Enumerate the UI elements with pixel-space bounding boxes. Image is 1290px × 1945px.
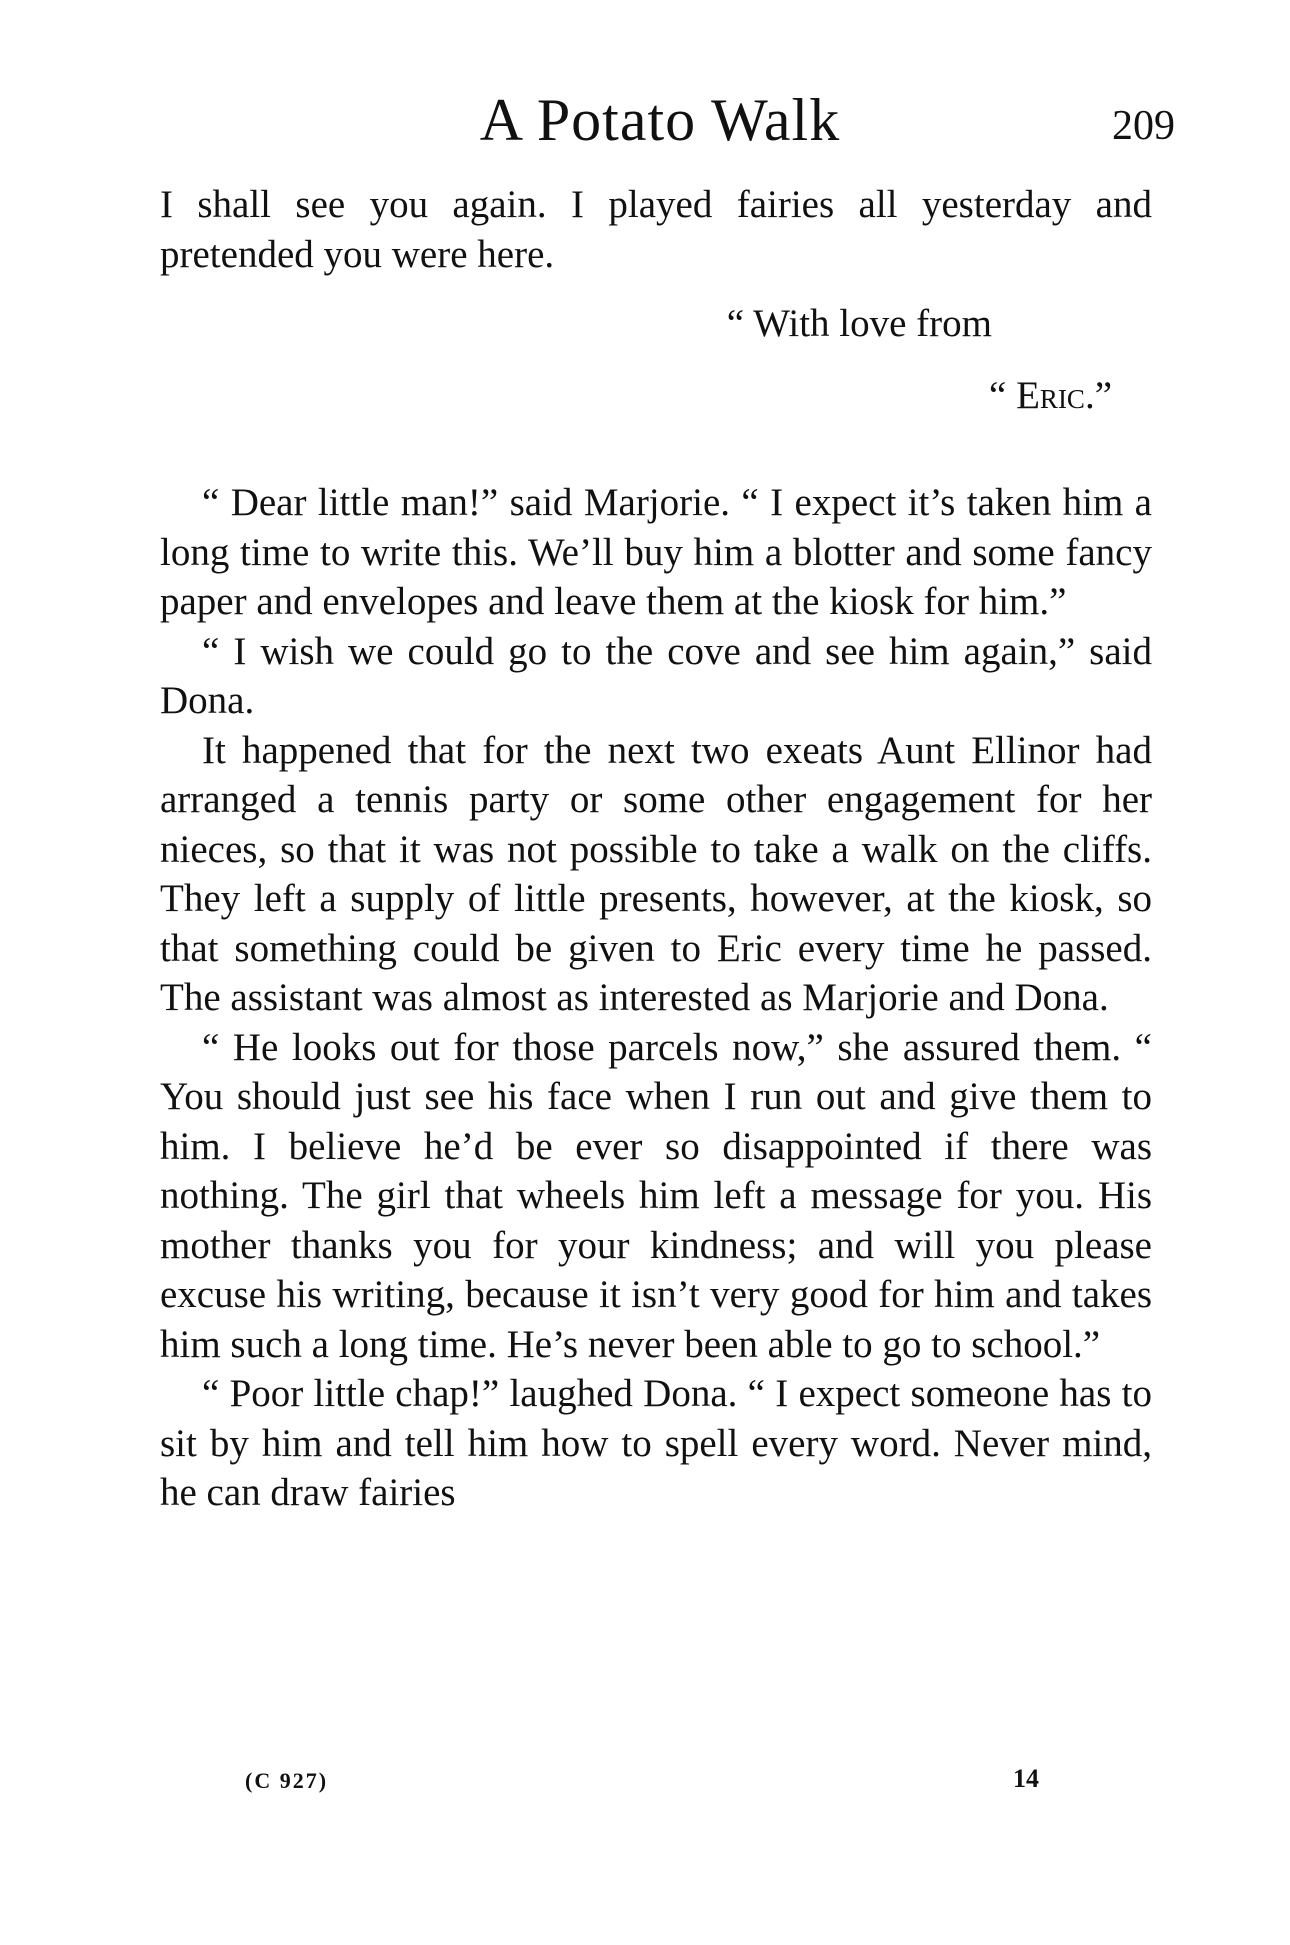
letter-signature: “ Eric.”: [989, 373, 1112, 417]
running-title: A Potato Walk: [479, 87, 841, 153]
paragraph: “ Poor little chap!” laughed Dona. “ I expect someone has to sit by him and tell him how to spell every word. Never mind, he can draw fairies: [160, 1372, 1152, 1514]
letter-continuation: I shall see you again. I played fairies all yesterday and pretended you were here.: [160, 183, 1152, 276]
signature-mark: (C 927): [245, 1768, 329, 1793]
page-number: 209: [1112, 103, 1175, 149]
paragraph: It happened that for the next two exeats Aunt Ellinor had arranged a tennis party or some other engagement for her nieces, so that it was not possible to take a walk on the cliffs. They left a supply of little presents, however, at the kiosk, so that something could be given to Eric every time he passed. The assistant was almost as interested as Marjorie and Dona.: [160, 728, 1152, 1019]
running-head: [160, 80, 1175, 160]
paragraph: “ Dear little man!” said Marjorie. “ I expect it’s taken him a long time to write this. We’ll buy him a blotter and some fancy paper and envelopes and leave them at the kiosk for him.”: [160, 481, 1152, 623]
section-gap: [160, 420, 1152, 478]
paragraph: “ I wish we could go to the cove and see him again,” said Dona.: [160, 629, 1152, 722]
sheet-number: 14: [1013, 1764, 1039, 1793]
letter-closing: “ With love from: [726, 302, 992, 345]
paragraph: “ He looks out for those parcels now,” she assured them. “ You should just see his face when I run out and give them to him. I believe he’d be ever so disappointed if there was nothing. The girl that wheels him left a message for you. His mother thanks you for your kindness; and will you please excuse his writing, because it isn’t very good for him and takes him such a long time. He’s never been able to go to school.”: [160, 1025, 1152, 1366]
body-text: [160, 180, 1152, 1518]
